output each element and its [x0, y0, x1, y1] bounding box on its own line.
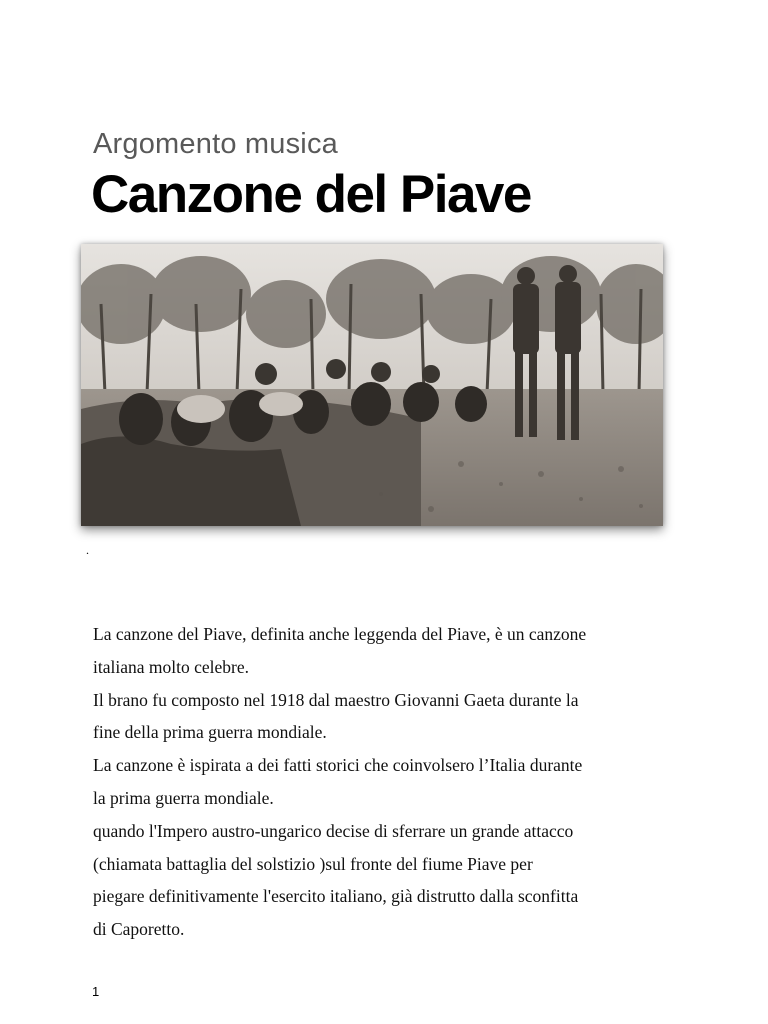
body-line: la prima guerra mondiale. — [93, 787, 274, 808]
page-number: 1 — [92, 984, 100, 999]
body-line: piegare definitivamente l'esercito italiano, già distrutto dalla sconfitta — [93, 886, 579, 907]
body-line: (chiamata battaglia del solstizio )sul fronte del fiume Piave per — [93, 853, 533, 874]
caption-dot: . — [86, 543, 89, 557]
body-line: Il brano fu composto nel 1918 dal maestro Giovanni Gaeta durante la — [93, 689, 579, 710]
body-paragraph — [93, 618, 693, 946]
document-title: Canzone del Piave — [91, 165, 531, 224]
body-line: di Caporetto. — [93, 919, 185, 940]
body-line: La canzone del Piave, definita anche leggenda del Piave, è un canzone — [93, 624, 587, 644]
document-kicker: Argomento musica — [93, 128, 338, 160]
body-line: quando l'Impero austro-ungarico decise di sferrare un grande attacco — [93, 820, 574, 841]
body-line: italiana molto celebre. — [93, 656, 249, 677]
soldiers-trench-photo-icon — [81, 244, 663, 526]
body-line: fine della prima guerra mondiale. — [93, 722, 327, 743]
body-line: La canzone è ispirata a dei fatti storici che coinvolsero l’Italia durante — [93, 755, 583, 776]
